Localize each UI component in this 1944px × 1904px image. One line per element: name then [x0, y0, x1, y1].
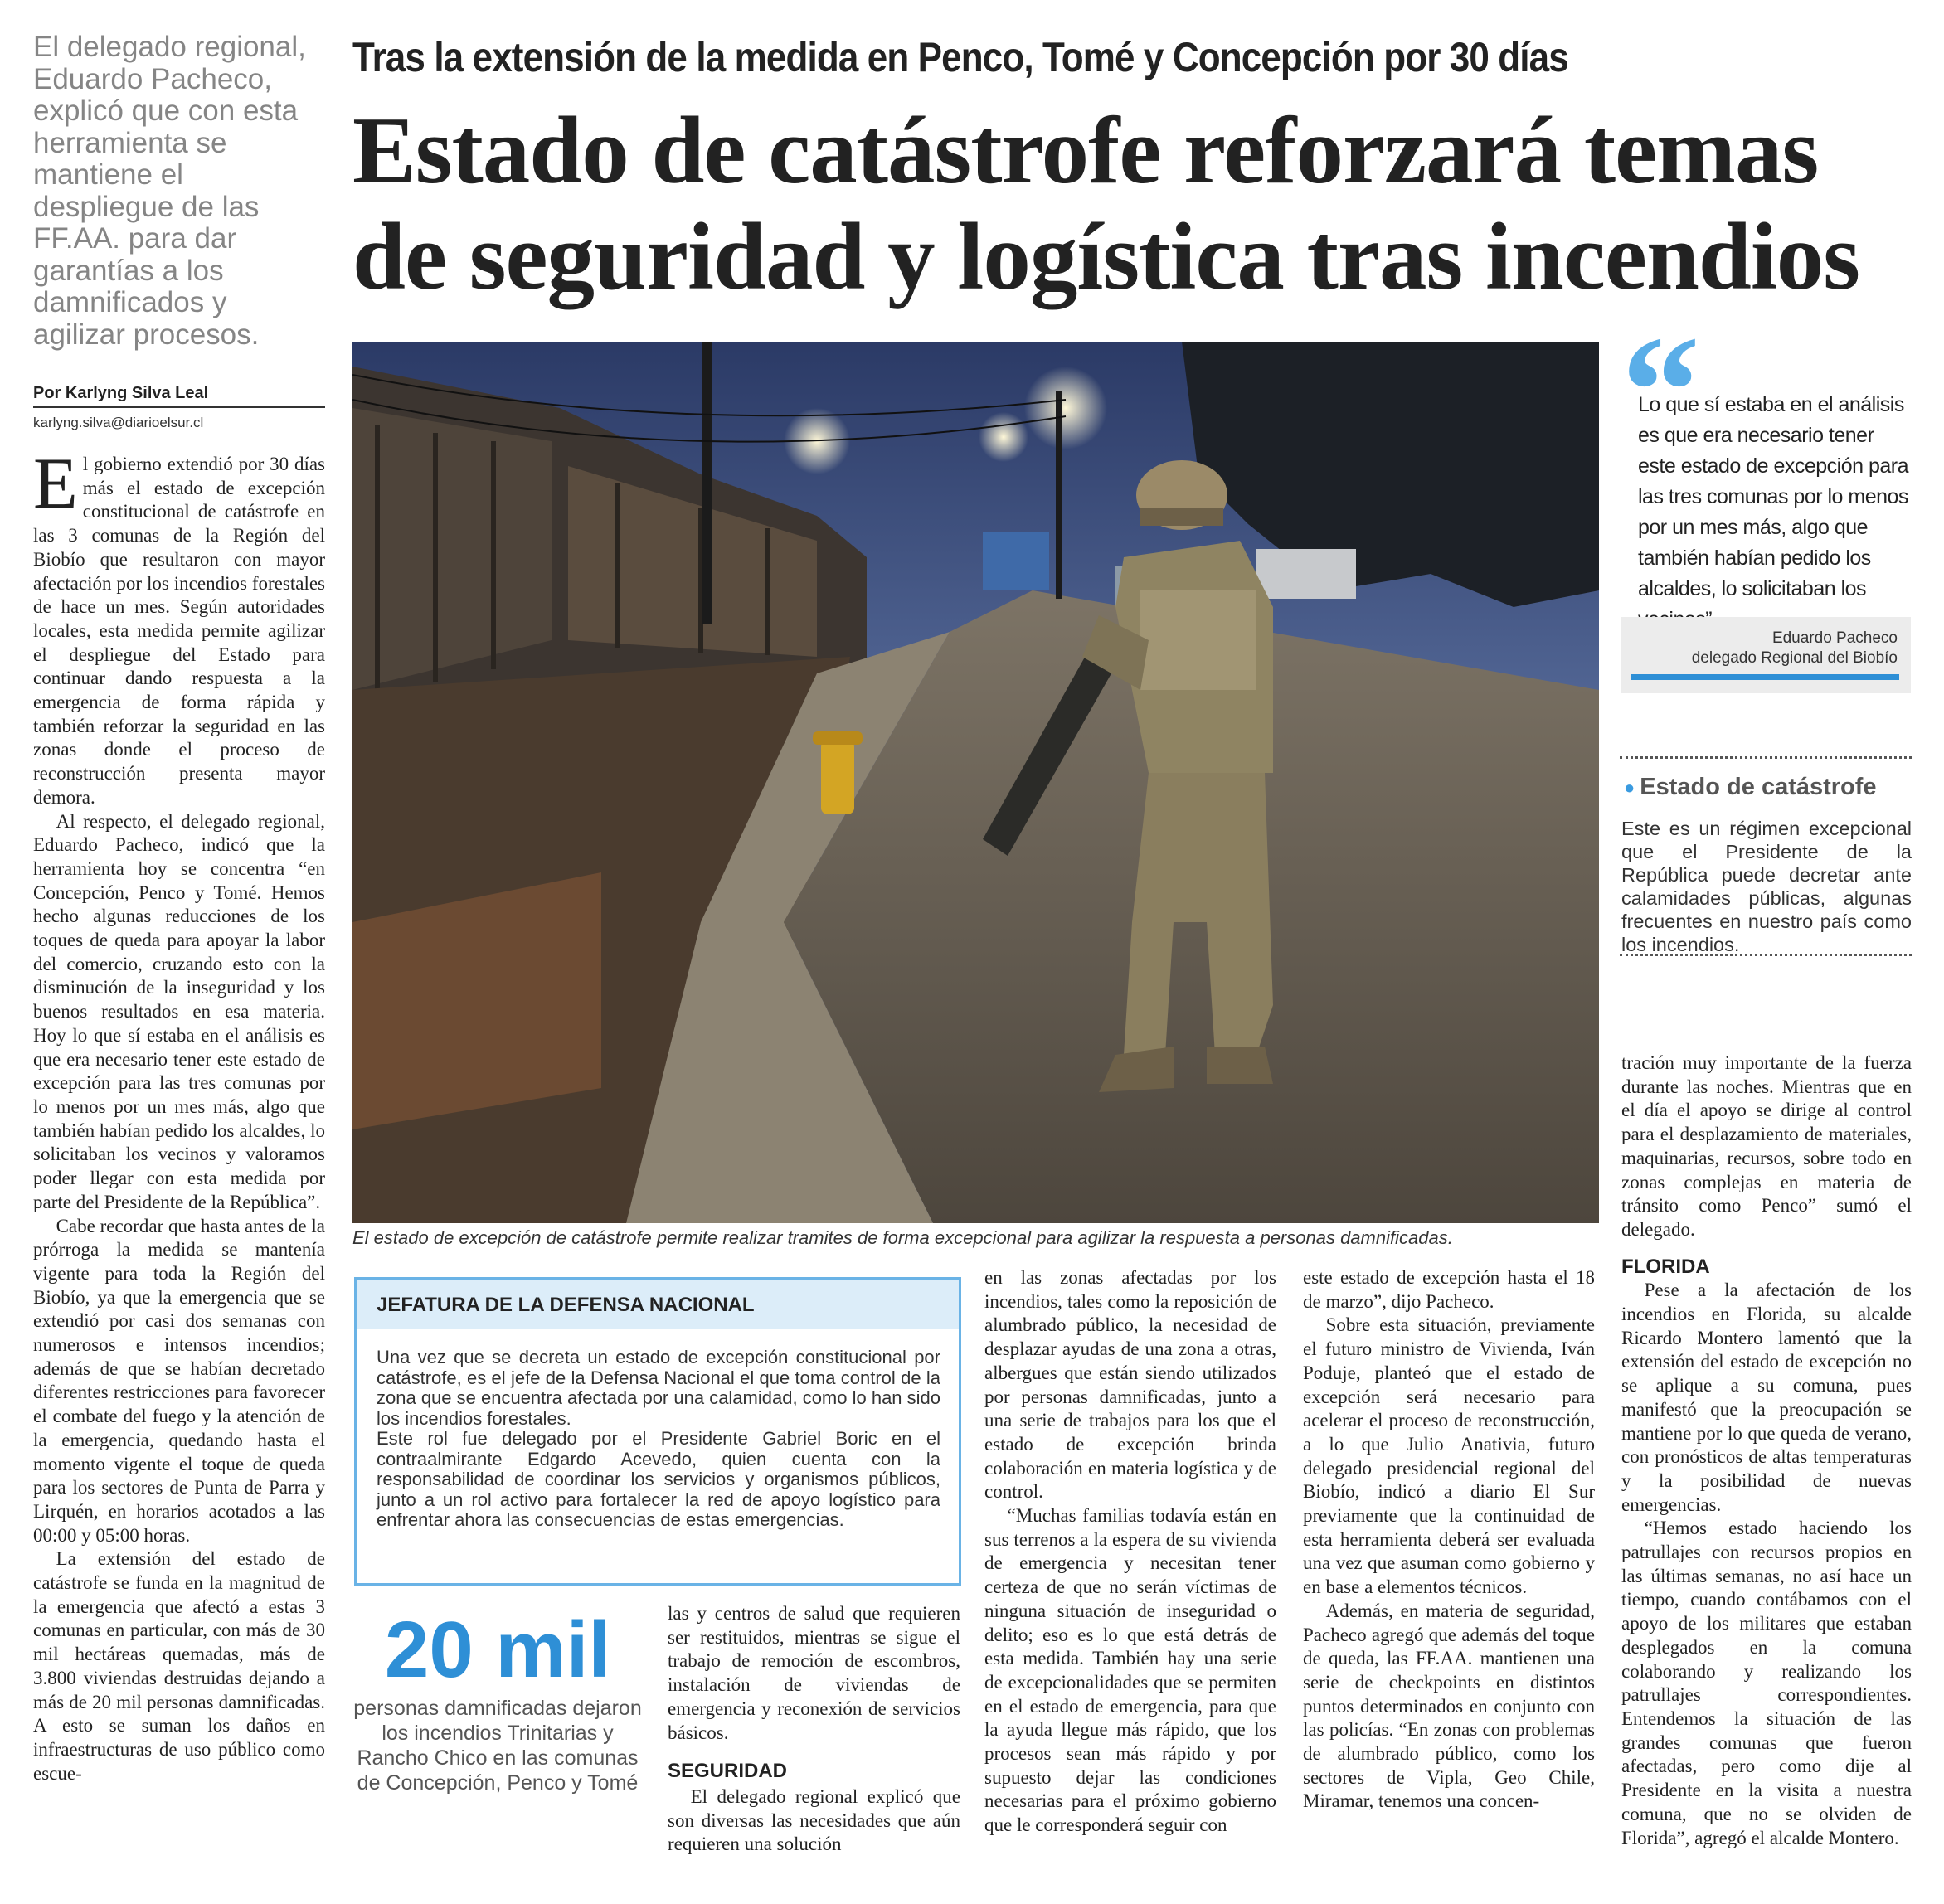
headline-line-1: Estado de catástrofe reforzará temas [352, 98, 1819, 203]
info-box-text [357, 1329, 959, 1531]
stat-number: 20 mil [384, 1605, 611, 1694]
stat-description: personas damnificadas dejaron los incendios Trinitarias y Rancho Chico en las comunas de Concepción, Penco y Tomé [353, 1697, 642, 1795]
article-column-2 [668, 1602, 960, 1888]
paragraph: La extensión del estado de catástrofe se funda en la magnitud de la emergencia que afectó a estas 3 comunas en particular, con más de 30 mil hectáreas quemadas, más de 3.800 viviendas destruidas dejando a más de 20 mil personas damnificadas. A esto se suman los daños en infraestructuras de uso público como escue- [33, 1548, 325, 1784]
divider [1620, 954, 1912, 956]
divider [1620, 756, 1912, 759]
pull-quote: Lo que sí estaba en el análisis es que era necesario tener este estado de excepción para las tres comunas por lo menos por un mes más, algo que también habían pedido los alcaldes, lo solicitaban los [1638, 393, 1909, 600]
lead-summary: El delegado regional, Eduardo Pacheco, explicó que con esta herramienta se mantiene el despliegue de las FF.AA. para dar garantías a los damnificados y agilizar procesos. [33, 31, 306, 351]
paragraph: El gobierno extendió por 30 días más el estado de excepción constitucional de catástrofe en las 3 comunas de la Región del Biobío que resultaron con mayor afectación por los incendios forestales de hace un mes. Según autoridades locales, esta medida permite agilizar el despliegue del Estado para continuar dando respuesta a la emergencia de forma rápida y también reforzar la seguridad en las zonas donde el proceso de reconstrucción presenta mayor demora. [33, 453, 325, 808]
quote-author: Eduardo Pacheco [1771, 629, 1898, 647]
paragraph: Una vez que se decreta un estado de excepción constitucional por catástrofe, es el jefe de la Defensa Nacional el que toma control de la zona que se encuentra afectada por una calamidad, como lo han sido los incendios forestales. [377, 1347, 941, 1429]
paragraph: Pese a la afectación de los incendios en Florida, su alcalde Ricardo Montero lamentó que la extensión del estado de excepción no se aplique a su comuna, pues manifestó que la preocupación se mantiene por lo que queda de verano, con pronósticos de altas temperaturas y la posibilidad de nuevas emergencias. [1621, 1280, 1912, 1515]
paragraph: Sobre esta situación, previamente el futuro ministro de Vivienda, Iván Poduje, planteó que el estado de excepción será necesario para acelerar el proceso de reconstrucción, a lo que Julio Anativia, futuro delegado presidencial regional del Biobío, indicó a diario El Sur previamente que la continuidad de esta herramienta deberá ser evaluada una vez que asuman como gobierno y en base a elementos técnicos. [1303, 1314, 1595, 1598]
paragraph: Cabe recordar que hasta antes de la prórroga la medida se mantenía vigente para toda la Región del Biobío, ya que la emergencia que se extendió por casi dos semanas con numerosos e intensos incendios; además de que se habían decretado diferentes restricciones para favorecer el combate del fuego y la atención de la emergencia, quedando hasta el momento vigente el toque de queda para los sectores de Punta de Parra y Lirquén, en horarios acotados a las 00:00 y 05:00 horas. [33, 1215, 325, 1546]
byline-author: Por Karlyng Silva Leal [33, 384, 209, 402]
quote-role: delegado Regional del Biobío [1691, 649, 1898, 667]
article-column-1 [33, 453, 325, 1879]
paragraph: “Hemos estado haciendo los patrullajes con recursos propios en las últimas semanas, no así hace un tiempo, cuando contábamos con el apoyo de los militares que estaban desplegados en la comuna colaborando y realizando los patrullajes correspondientes. Entendemos la situación de las grandes comunas que fueron afectadas, pero como dije al Presidente en la visita a nuestra comuna, que no se olviden de Florida”, agregó el alcalde Montero. [1621, 1518, 1912, 1848]
kicker: Tras la extensión de la medida en Penco, Tomé y Concepción por 30 días [352, 34, 1568, 80]
sidebar-title: ● Estado de catástrofe [1624, 774, 1877, 800]
subhead-florida: FLORIDA [1621, 1255, 1710, 1278]
news-photo [352, 342, 1599, 1223]
paragraph: “Muchas familias todavía están en sus terrenos a la espera de su vivienda de emergencia y necesitan tener certeza de que no serán víctimas de ninguna situación de inseguridad o delito; eso es lo que está detrás de esta medida. También hay una serie de excepcionalidades que se permiten en el estado de emergencia, para que la ayuda llegue más rápido, que los procesos sean más rápido y por supuesto dejar las condiciones necesarias para el próximo gobierno que le corresponderá seguir con [984, 1505, 1276, 1836]
headline [352, 98, 1944, 310]
byline-email: karlyng.silva@diarioelsur.cl [33, 415, 204, 430]
paragraph: El delegado regional explicó que son diversas las necesidades que aún requieren una solución [668, 1785, 960, 1855]
article-column-5 [1621, 1052, 1912, 1889]
info-box-title: JEFATURA DE LA DEFENSA NACIONAL [357, 1280, 959, 1329]
paragraph: Al respecto, el delegado regional, Eduardo Pacheco, indicó que la herramienta hoy se concentra “en Concepción, Penco y Tomé. Hemos hecho algunas reducciones de los toques de queda para apoyar la labor del comercio, cruzando esto con la disminución de la inseguridad y los buenos resultados en esa materia. Hoy lo que sí estaba en el análisis es que era necesario tener este estado de excepción para las tres comunas por lo menos por un mes más, algo que también habían pedido los alcaldes, lo solicitaban los vecinos y valoramos poder llegar con esta medida por parte del Presidente de la República”. [33, 810, 325, 1212]
paragraph: este estado de excepción hasta el 18 de marzo”, dijo Pacheco. [1303, 1267, 1595, 1312]
photo-caption: El estado de excepción de catástrofe permite realizar tramites de forma excepcional para agilizar la respuesta a personas damnificadas. [352, 1227, 1453, 1248]
photo-soldier-street-illustration [352, 342, 1599, 1223]
article-column-4 [1303, 1266, 1595, 1888]
paragraph: Además, en materia de seguridad, Pacheco agregó que además del toque de queda, las FF.AA. mantienen una serie de checkpoints en distintos puntos determinados en conjunto con las policías. “En zonas con problemas de alumbrado público, como los sectores de Vipla, Geo Chile, Miramar, tenemos una concen- [1303, 1600, 1595, 1812]
quote-mark-icon: “ [1621, 304, 1700, 478]
paragraph: las y centros de salud que requieren ser restituidos, mientras se sigue el trabajo de remoción de escombros, instalación de viviendas de emergencia y reconexión de servicios básicos. [668, 1603, 960, 1743]
byline [33, 384, 325, 408]
attribution-bar [1631, 674, 1899, 680]
drop-cap: E [33, 453, 78, 524]
article-column-3 [984, 1266, 1276, 1888]
headline-line-2: de seguridad y logística tras incendios [352, 204, 1860, 309]
sidebar-text: Este es un régimen excepcional que el Presidente de la República puede decretar ante calamidades públicas, algunas frecuentes en nuestro país como los incendios. [1621, 818, 1912, 955]
paragraph: en las zonas afectadas por los incendios, tales como la reposición de alumbrado público, la necesidad de desplazar ayudas de una zona a otras, albergues que están siendo utilizados por personas damnificadas, junto a una serie de trabajos para los que el estado de excepción brinda colaboración en materia logística y de control. [984, 1267, 1276, 1503]
quote-attribution [1621, 617, 1911, 693]
info-box-defensa-nacional [354, 1277, 961, 1586]
paragraph: tración muy importante de la fuerza durante las noches. Mientras que en el día el apoyo se dirige al control para el desplazamiento de materiales, maquinarias, recursos, sobre todo en zonas complejas en materia de tránsito como Penco” sumó el delegado. [1621, 1052, 1912, 1240]
bullet-icon: ● [1624, 777, 1635, 799]
subhead-seguridad: SEGURIDAD [668, 1760, 788, 1783]
paragraph: Este rol fue delegado por el Presidente Gabriel Boric en el contraalmirante Edgardo Acevedo, quien cuenta con la responsabilidad de coordinar los servicios y organismos públicos, junto a un rol activo para fortalecer la red de apoyo logístico para enfrentar ahora las consecuencias de estas emergencias. [377, 1428, 940, 1530]
